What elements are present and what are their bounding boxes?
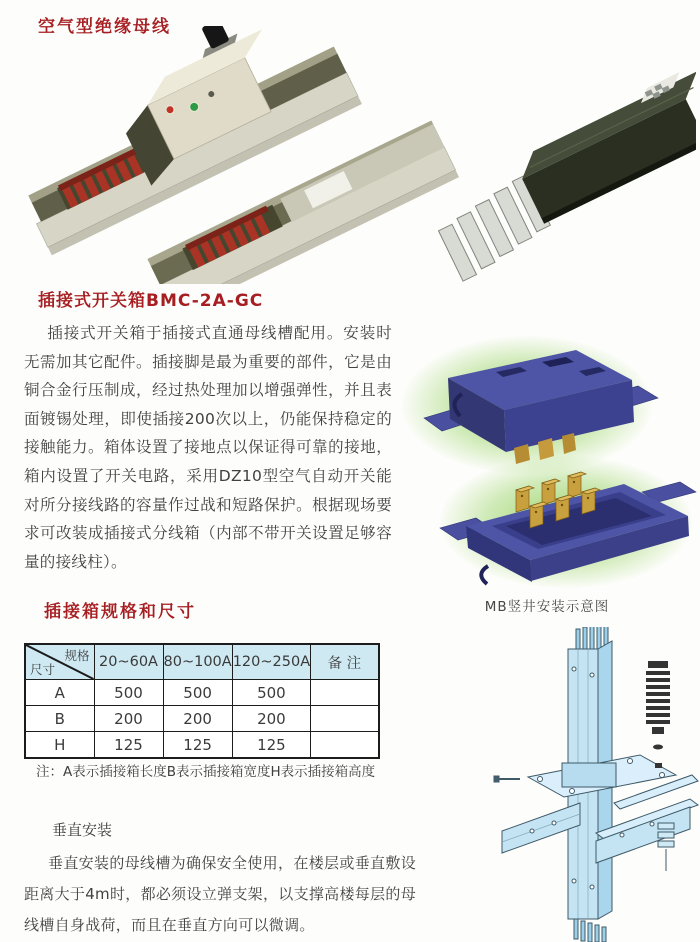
switchbox-illustration <box>396 330 698 592</box>
col-header-remarks: 备 注 <box>311 644 379 680</box>
col-header-20-60a: 20~60A <box>94 644 163 680</box>
table-corner-cell <box>25 644 94 680</box>
spec-table <box>24 643 380 759</box>
switchbox-photo <box>396 330 698 592</box>
table-header-row <box>25 644 379 680</box>
table-row <box>25 706 379 732</box>
cell <box>311 706 379 732</box>
busbar-photo-illustration <box>10 26 696 284</box>
cell: 200 <box>94 706 163 732</box>
specs-section-title: 插接箱规格和尺寸 <box>44 602 196 622</box>
col-header-120-250a: 120~250A <box>232 644 310 680</box>
row-label: H <box>25 732 94 759</box>
cell: 200 <box>163 706 232 732</box>
cell: 500 <box>163 680 232 706</box>
cell: 125 <box>232 732 310 759</box>
page-title: 空气型绝缘母线 <box>38 17 171 37</box>
row-label: A <box>25 680 94 706</box>
cell: 500 <box>94 680 163 706</box>
col-header-80-100a: 80~100A <box>163 644 232 680</box>
cell: 200 <box>232 706 310 732</box>
corner-label-spec: 规格 <box>64 648 90 663</box>
switchbox-description: 插接式开关箱于插接式直通母线槽配用。安装时无需加其它配件。插接脚是最为重要的部件，它是由铜合金行压制成，经过热处理加以增强弹性，并且表面镀锡处理，即使插接200次以上，仍能保持稳定的接触能力。箱体设置了接地点以保证得可靠的接地，箱内设置了开关电路，采用DZ10型空气自动开关能对所分接线路的容量作过战和短路保护。根据现场要求可改装成插接式分线箱（内部不带开关设置足够容量的接线柱）。 <box>24 324 392 571</box>
cell: 125 <box>94 732 163 759</box>
vertical-install-description: 垂直安装的母线槽为确保安全使用，在楼层或垂直敷设距离大于4m时，都必须设立弹支架，以支撑高楼每层的母线槽自身战荷，而且在垂直方向可以微调。 <box>24 854 416 934</box>
cell: 500 <box>232 680 310 706</box>
shaft-installation-drawing <box>492 627 700 942</box>
corner-label-size: 尺寸 <box>30 662 56 677</box>
switchbox-section-title: 插接式开关箱BMC-2A-GC <box>38 291 264 311</box>
shaft-drawing-illustration <box>492 627 700 942</box>
row-label: B <box>25 706 94 732</box>
table-row <box>25 732 379 759</box>
cell <box>311 732 379 759</box>
table-row <box>25 680 379 706</box>
busbar-product-photo <box>10 26 696 284</box>
table-note: 注：A表示插接箱长度B表示插接箱宽度H表示插接箱高度 <box>36 764 376 780</box>
cell: 125 <box>163 732 232 759</box>
vertical-install-title: 垂直安装 <box>52 821 113 839</box>
cell <box>311 680 379 706</box>
figure-caption: MB竖井安装示意图 <box>484 599 610 615</box>
